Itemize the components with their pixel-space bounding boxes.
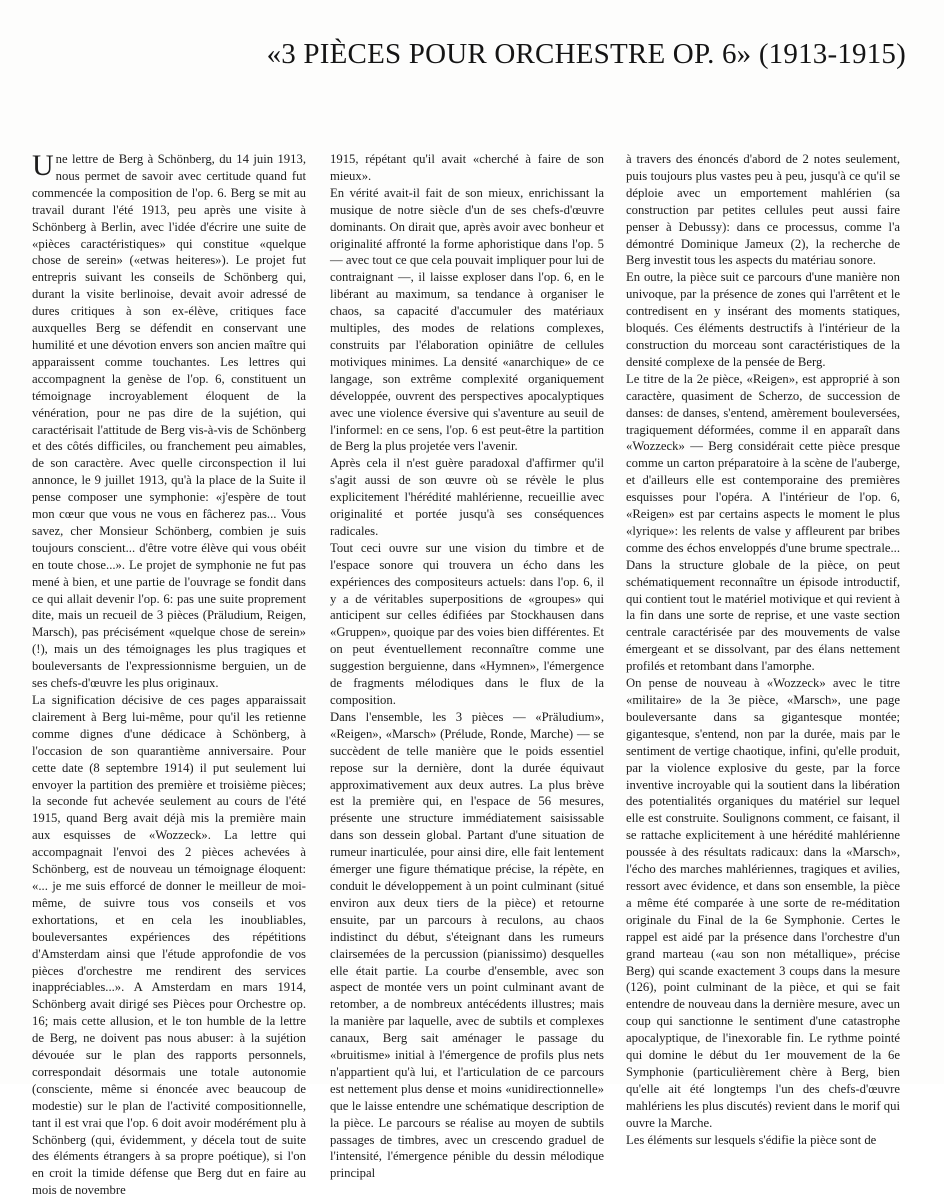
paragraph: En vérité avait-il fait de son mieux, enrichissant la musique de notre siècle d'un de ses chefs-d'œuvre dominants. On dirait que, après avoir avec bonheur et originalité affronté la forme aphoristique dans l'op. 5 — avec tout ce que cela pouvait impliquer pour lui de contraignant —, il laisse exploser dans l'op. 6, en le libérant au maximum, sa tendance à organiser le chaos, sa capacité d'accumuler des matériaux multiples, des modes de relations complexes, construits par l'élaboration opiniâtre de cellules motiviques minimes. La densité «anarchique» de ce langage, son extrême complexité organiquement développée, ouvrent des perspectives apocalyptiques avec une violence éversive qui s'aventure au seuil de l'informel: en ce sens, l'op. 6 est peut-être la partition de Berg la plus projetée vers l'avenir.	[330, 185, 604, 454]
paragraph	[32, 151, 306, 692]
paragraph: Le titre de la 2e pièce, «Reigen», est approprié à son caractère, quasiment de Scherzo, de succession de danses: de danses, s'entend, amèrement bouleversées, tragiquement déformées, comme il en apparaît dans «Wozzeck» — Berg considérait cette pièce presque comme un carton préparatoire à la scène de l'auberge, et d'ailleurs elle est contemporaine des premières esquisses pour l'opéra. A l'intérieur de l'op. 6, «Reigen» est par certains aspects le moment le plus «lyrique»: les relents de valse y affleurent par bribes comme des échos enveloppés d'une brume spectrale... Dans la structure globale de la pièce, on peut schématiquement reconnaître un épisode introductif, qui contient tout le matériel motivique et qui revient à la fin dans une sorte de reprise, et une vaste section centrale caractérisée par des mouvements de valse émergeant et se dissolvant, par des élans nettement profilés et retombant dans l'amorphe.	[626, 371, 900, 674]
text-column-3	[626, 151, 900, 1147]
paragraph: En outre, la pièce suit ce parcours d'une manière non univoque, par la présence de zones qui l'arrêtent et le contredisent en y insérant des moments statiques, bloqués. Ces éléments destructifs à l'intérieur de la construction du morceau sont caractéristiques de la densité complexe de la pensée de Berg.	[626, 270, 900, 369]
paragraph: Dans l'ensemble, les 3 pièces — «Präludium», «Reigen», «Marsch» (Prélude, Ronde, Marche) — se succèdent de telle manière que le poids essentiel repose sur la dernière, dont la durée équivaut approximativement aux deux autres. La plus brève est la première qui, en l'espace de 56 mesures, présente une structure immédiatement saisissable dans son dessein global. Partant d'une situation de rumeur inarticulée, pour ainsi dire, elle fait lentement émerger une figure thématique précise, la répète, en conduit le développement à un point culminant (situé environ aux deux tiers de la pièce) et retourne ensuite, par un parcours à reculons, au chaos indistinct du début, s'éteignant dans les rumeurs clairsemées de la percussion (pianissimo) desquelles elle était partie. La courbe d'ensemble, avec son aspect de montée vers un point culminant avant de retomber, a de nombreux antécédents illustres; mais la manière par laquelle, avec de subtils et complexes canaux, Berg sait aménager le passage du «bruitisme» initial à l'émergence de profils plus nets n'appartient qu'à lui, et l'articulation de ce parcours est nettement plus dense et moins «unidirectionnelle» que le laisse entendre une schématique description de la pièce. Le parcours se réalise au moyen de subtils passages de timbres, avec un crescendo graduel de l'intensité, l'émergence pénible du dessin mélodique principal	[330, 709, 604, 1181]
paragraph: Tout ceci ouvre sur une vision du timbre et de l'espace sonore qui trouvera un écho dans les expériences des compositeurs actuels: dans l'op. 6, il y a de véritables superpositions de «groupes» qui anticipent sur celles édifiées par Stockhausen dans «Gruppen», quoique par des voies bien différentes. Et on peut éventuellement reconnaître comme une suggestion berguienne, dans «Hymnen», l'émergence de fragments mélodiques dans le flux de la composition.	[330, 540, 604, 707]
text-column-2	[330, 151, 604, 1181]
page-title: «3 PIÈCES POUR ORCHESTRE OP. 6» (1913-1915)	[266, 38, 906, 70]
paragraph-text: ne lettre de Berg à Schönberg, du 14 juin 1913, nous permet de savoir avec certitude quand fut commencée la composition de l'op. 6. Berg se mit au travail durant l'été 1913, peu après une visite à Schönberg à Berlin, avec l'idée d'écrire une suite de «pièces caractéristiques» qui constitue «quelque chose de serein» («etwas heiteres»). Le projet fut entrepris suivant les conseils de Schönberg qui, durant la visite berlinoise, devait avoir adressé de dures critiques à son ex-élève, critiques face auxquelles Berg se défendit en conservant une humilité et une dévotion envers son ancien maître qui apparaissent comme touchantes. Les lettres qui accompagnent la genèse de l'op. 6, constituent un témoignage incroyablement éloquent de la vénération, pour ne pas dire de la sujétion, qui caractérisait l'attitude de Berg vis-à-vis de Schönberg et des côtés difficiles, ou franchement peu aimables, de son caractère. Avec quelle circonspection il lui annonce, le 9 juillet 1913, qu'à la place de la Suite il pense composer une symphonie: «j'espère de tout mon cœur que vous ne vous en fâcherez pas... Vous savez, cher Monsieur Schönberg, combien je suis toujours conscient... d'être votre élève qui vous obéit en toute chose...». Le projet de symphonie ne fut pas mené à bien, et une partie de l'ouvrage se fondit dans ce qui allait devenir l'op. 6: pas une suite proprement dite, mais un recueil de 3 pièces (Präludium, Reigen, Marsch), pas précisément «quelque chose de serein» (!), mais un des témoignages les plus tragiques et bouleversants de l'expressionnisme berguien, un de ses chefs-d'œuvre les plus originaux.	[32, 152, 306, 691]
article-body	[32, 149, 908, 1198]
text-column-1	[32, 149, 306, 1198]
paragraph: à travers des énoncés d'abord de 2 notes seulement, puis toujours plus vastes peu à peu, jusqu'à ce qu'il se déploie avec un emportement mahlérien (sa construction par petites cellules peut aussi faire penser à Debussy): dans ce processus, comme l'a démontré Dominique Jameux (2), la recherche de Berg investit tous les aspects du matériau sonore.	[626, 152, 900, 268]
paragraph: 1915, répétant qu'il avait «cherché à faire de son mieux».	[330, 152, 604, 183]
drop-cap: U	[32, 149, 54, 182]
paragraph: On pense de nouveau à «Wozzeck» avec le titre «militaire» de la 3e pièce, «Marsch», une page bouleversante dans sa gigantesque montée; gigantesque, s'entend, non par la durée, mais par le sentiment de vertige chaotique, infini, qu'elle produit, par la violence explosive du geste, par la force inventive incroyable qui la soutient dans la libération des potentialités organiques du matériel sur lequel elle est construite. Soulignons comment, ce faisant, il se rattache explicitement à une hérédité mahlérienne poussée à des résultats radicaux: dans la «Marsch», l'écho des marches mahlériennes, tragiques et avilies, ressort avec évidence, et dans son ensemble, la pièce a même été comparée à une sorte de re-méditation originale du Final de la 6e Symphonie. Certes le rappel est aidé par la présence dans l'orchestre d'un grand marteau («au son non métallique», précise Berg) qui scande exactement 3 coups dans la mesure (126), point culminant de la pièce, et qui se fait entendre de nouveau dans la dernière mesure, avec un coup qui sanctionne le sentiment d'une catastrophe apocalyptique, de l'inexorable fin. Le rythme pointé qui domine le début du 1er mouvement de la 6e Symphonie (particulièrement chère à Berg, bien qu'elle ait été longtemps l'un des chefs-d'œuvre mahlériens les plus discutés) revient dans le morif qui ouvre la Marche.	[626, 676, 900, 1130]
paragraph: Après cela il n'est guère paradoxal d'affirmer qu'il s'agit aussi de son œuvre où se révèle le plus explicitement l'hérédité mahlérienne, recueillie avec originalité et portée jusqu'à ses conséquences radicales.	[330, 456, 604, 538]
paragraph: Les éléments sur lesquels s'édifie la pièce sont de	[626, 1132, 877, 1147]
paragraph: La signification décisive de ces pages apparaissait clairement à Berg lui-même, pour qu'il les retienne comme dignes d'une dédicace à Schönberg, à l'occasion de son quarantième anniversaire. Pour cette date (8 septembre 1914) il put seulement lui envoyer la partition des première et troisième pièces; la seconde fut achevée seulement au cours de l'été 1915, quand Berg avait déjà mis la première main aux esquisses de «Wozzeck». La lettre qui accompagnait l'envoi des 2 pièces achevées à Schönberg, est de nouveau un témoignage éloquent: «... je me suis efforcé de donner le meilleur de moi-même, de suivre tous vos conseils et vos exhortations, et en cela les inoubliables, bouleversantes expériences des répétitions d'Amsterdam ainsi que l'étude approfondie de vos pièces d'orchestre me rendirent des services inappréciables...». A Amsterdam en mars 1914, Schönberg avait dirigé ses Pièces pour Orchestre op. 16; mais cette allusion, et le ton humble de la lettre de Berg, ne doivent pas nous abuser: à la sujétion dévouée sur le plan des rapports personnels, correspondait désormais une totale autonomie (consciente, même si énoncée avec beaucoup de modestie) sur le plan de l'activité compositionnelle, tant il est vrai que l'op. 6 doit avoir modérément plu à Schönberg (qui, évidemment, y décela tout de suite des éléments étrangers à sa propre poétique), si l'on en croit la timide défense que Berg dut en faire au mois de novembre	[32, 693, 306, 1198]
